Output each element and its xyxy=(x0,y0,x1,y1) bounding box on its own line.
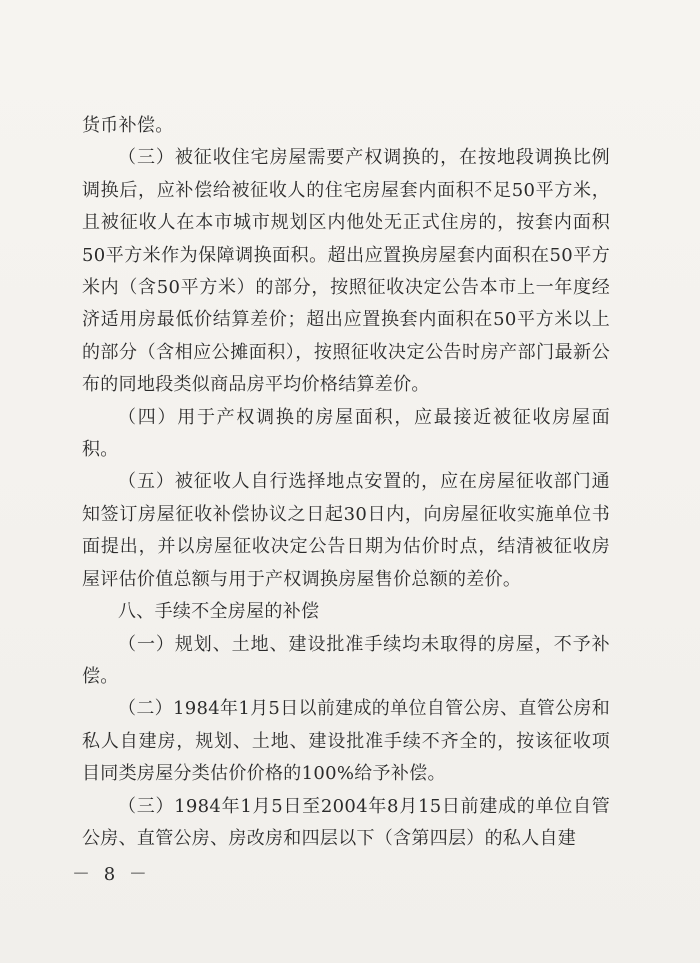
paragraph-4: （五）被征收人自行选择地点安置的，应在房屋征收部门通知签订房屋征收补偿协议之日起30日内，向房屋征收实施单位书面提出，并以房屋征收决定公告日期为估价时点，结清被征收房屋评估价值总额与用于产权调换房屋售价总额的差价。 xyxy=(82,471,610,590)
paragraph-3: （四）用于产权调换的房屋面积，应最接近被征收房屋面积。 xyxy=(82,406,610,461)
document-body xyxy=(82,110,610,855)
section-heading: 八、手续不全房屋的补偿 xyxy=(118,601,320,623)
paragraph-1: 货币补偿。 xyxy=(82,115,174,136)
paragraph-2: （三）被征收住宅房屋需要产权调换的，在按地段调换比例调换后，应补偿给被征收人的住宅房屋套内面积不足50平方米，且被征收人在本市城市规划区内他处无正式住房的，按套内面积50平方米作为保障调换面积。超出应置换房屋套内面积在50平方米内（含50平方米）的部分，按照征收决定公告本市上一年度经济适用房最低价结算差价；超出应置换套内面积在50平方米以上的部分（含相应公摊面积），按照征收决定公告时房产部门最新公布的同地段类似商品房平均价格结算差价。 xyxy=(82,147,610,396)
page-number: － 8 － xyxy=(72,864,151,885)
paragraph-6: （二）1984年1月5日以前建成的单位自管公房、直管公房和私人自建房，规划、土地、建设批准手续不齐全的，按该征收项目同类房屋分类估价价格的100%给予补偿。 xyxy=(82,698,610,785)
paragraph-5: （一）规划、土地、建设批准手续均未取得的房屋，不予补偿。 xyxy=(82,633,610,687)
paragraph-7: （三）1984年1月5日至2004年8月15日前建成的单位自管公房、直管公房、房改房和四层以下（含第四层）的私人自建 xyxy=(82,795,610,849)
